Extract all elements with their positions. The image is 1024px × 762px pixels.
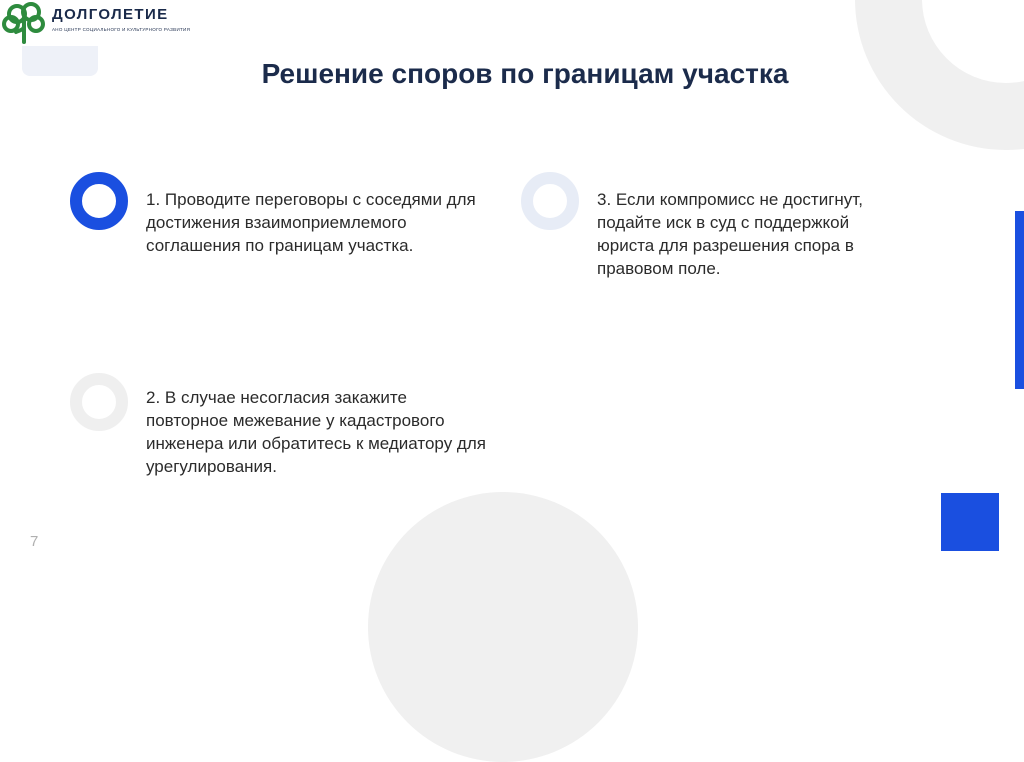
point-1-text: 1. Проводите переговоры с соседями для достижения взаимоприемлемого соглашения по границам участка. xyxy=(146,190,476,255)
slide-title: Решение споров по границам участка xyxy=(261,58,789,89)
bullet-ring-2 xyxy=(70,373,128,431)
decorative-circle-bottom xyxy=(368,492,638,762)
accent-square xyxy=(941,493,999,551)
bullet-ring-3 xyxy=(521,172,579,230)
logo-tagline: АНО ЦЕНТР СОЦИАЛЬНОГО И КУЛЬТУРНОГО РАЗВИТИЯ xyxy=(52,27,191,32)
point-2-text: 2. В случае несогласия закажите повторное межевание у кадастрового инженера или обратитесь к медиатору для урегулирования. xyxy=(146,388,486,476)
logo xyxy=(0,0,210,48)
accent-bar xyxy=(1015,211,1024,389)
page-number: 7 xyxy=(30,533,39,550)
point-3-text: 3. Если компромисс не достигнут, подайте иск в суд с поддержкой юриста для разрешения спора в правовом поле. xyxy=(597,190,863,278)
bullet-ring-1 xyxy=(70,172,128,230)
logo-name: ДОЛГОЛЕТИЕ xyxy=(52,6,169,23)
tree-leaf-icon xyxy=(0,0,48,46)
